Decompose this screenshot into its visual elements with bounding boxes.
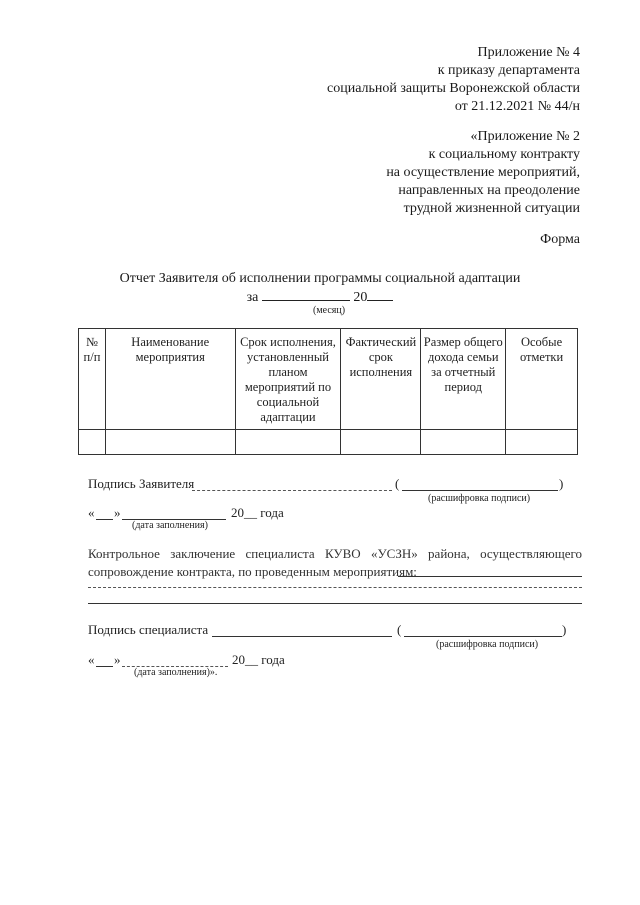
applicant-date-open: « — [88, 505, 95, 520]
applicant-paren-close: ) — [559, 476, 564, 491]
specialist-date-close: » — [114, 652, 121, 667]
appendix-4-line3: социальной защиты Воронежской области — [327, 81, 580, 96]
specialist-day-field[interactable] — [96, 666, 113, 667]
specialist-name-field[interactable] — [404, 636, 562, 637]
specialist-decode-caption: (расшифровка подписи) — [436, 639, 539, 650]
report-table — [78, 328, 578, 455]
table-cell[interactable] — [105, 430, 235, 455]
table-cell[interactable] — [506, 430, 578, 455]
appendix-2-line5: трудной жизненной ситуации — [403, 201, 580, 216]
applicant-decode-caption: (расшифровка подписи) — [428, 493, 531, 504]
appendix-2-line4: направленных на преодоление — [398, 183, 580, 198]
table-row — [79, 430, 578, 455]
header-income: Размер общего дохода семьи за отчетный период — [421, 329, 506, 430]
conclusion-text: Контрольное заключение специалиста КУВО «УСЗН» района, осуществляющего сопровождение контракта, по проведенным мероприятиям: — [88, 546, 582, 579]
month-field[interactable] — [262, 288, 350, 301]
applicant-signature-label: Подпись Заявителя — [88, 476, 195, 491]
specialist-date-caption: (дата заполнения)». — [134, 667, 218, 678]
applicant-signature-field[interactable] — [192, 490, 392, 491]
conclusion-field-line1[interactable] — [398, 576, 582, 577]
appendix-2-header — [386, 128, 580, 218]
table-cell[interactable] — [421, 430, 506, 455]
header-number: № п/п — [79, 329, 106, 430]
appendix-2-line3: на осуществление мероприятий, — [386, 165, 580, 180]
applicant-day-field[interactable] — [96, 519, 113, 520]
applicant-year-text: 20__ года — [231, 505, 284, 520]
specialist-signature-label: Подпись специалиста — [88, 622, 209, 637]
specialist-paren-close: ) — [562, 622, 567, 637]
header-name: Наименование мероприятия — [105, 329, 235, 430]
appendix-4-header — [327, 44, 580, 116]
applicant-paren-open: ( — [395, 476, 400, 491]
specialist-year-text: 20__ года — [232, 652, 285, 667]
header-notes: Особые отметки — [506, 329, 578, 430]
header-planned-term: Срок исполнения, установленный планом мероприятий по социальной адаптации — [235, 329, 341, 430]
report-period — [0, 288, 640, 306]
header-actual-term: Фактический срок исполнения — [341, 329, 421, 430]
period-prefix: за — [246, 290, 259, 305]
specialist-signature-field[interactable] — [212, 636, 392, 637]
table-cell[interactable] — [79, 430, 106, 455]
table-cell[interactable] — [341, 430, 421, 455]
year-prefix: 20 — [353, 290, 368, 305]
applicant-date-close: » — [114, 505, 121, 520]
applicant-date-caption: (дата заполнения) — [132, 520, 208, 531]
conclusion-field-line2[interactable] — [88, 587, 582, 588]
appendix-4-title: Приложение № 4 — [477, 45, 580, 60]
appendix-2-line2: к социальному контракту — [428, 147, 580, 162]
applicant-name-field[interactable] — [402, 490, 558, 491]
specialist-paren-open: ( — [397, 622, 402, 637]
year-field[interactable] — [367, 288, 393, 301]
appendix-4-line2: к приказу департамента — [437, 63, 580, 78]
form-label: Форма — [540, 232, 580, 247]
appendix-4-date: от 21.12.2021 № 44/н — [454, 99, 580, 114]
report-title: Отчет Заявителя об исполнении программы социальной адаптации — [119, 271, 521, 286]
table-cell[interactable] — [235, 430, 341, 455]
month-caption: (месяц) — [313, 305, 346, 316]
appendix-2-title: «Приложение № 2 — [470, 129, 580, 144]
specialist-date-open: « — [88, 652, 95, 667]
conclusion-field-line3[interactable] — [88, 603, 582, 604]
